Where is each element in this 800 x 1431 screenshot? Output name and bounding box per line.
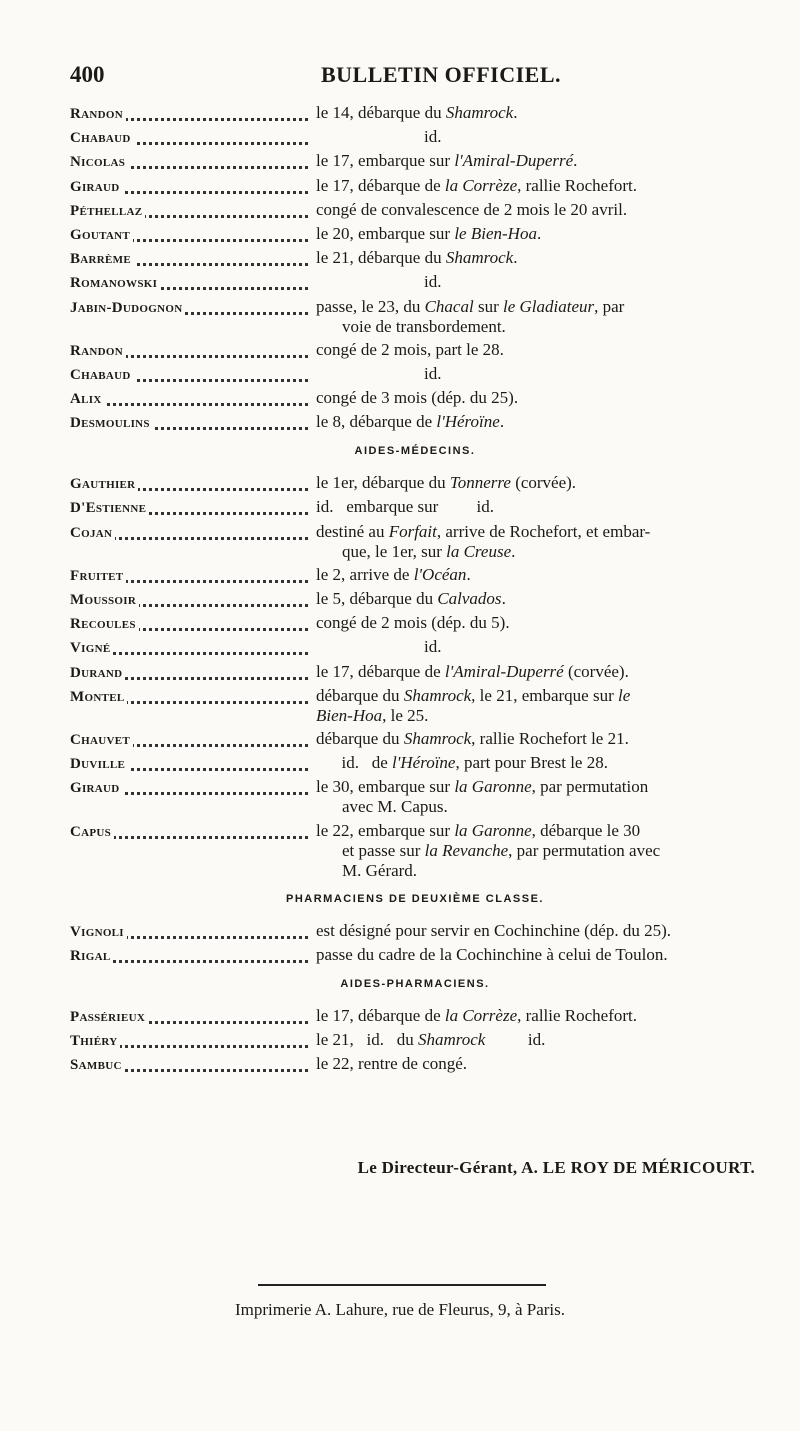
list-item (70, 613, 760, 634)
person-name: Romanowski (70, 272, 312, 293)
list-item (70, 821, 760, 881)
list-item (70, 662, 760, 683)
list-item (70, 777, 760, 817)
entry-text: le 17, débarque de la Corrèze, rallie Rochefort. (316, 1005, 638, 1025)
list-item (70, 565, 760, 586)
continuation-line: et passe sur la Revanche, par permutation avec (342, 840, 661, 860)
list-item (70, 297, 760, 337)
list-item (70, 1030, 760, 1051)
personnel-listing (70, 103, 760, 1078)
entry-text: le 17, embarque sur l'Amiral-Duperré. (316, 151, 578, 171)
page-header (70, 62, 752, 92)
section-title: PHARMACIENS DE DEUXIÈME CLASSE. (286, 892, 544, 905)
section-title: AIDES-PHARMACIENS. (340, 977, 490, 990)
person-name: Gauthier (70, 473, 312, 494)
list-item (70, 103, 760, 124)
entry-text: congé de 2 mois, part le 28. (316, 339, 504, 359)
person-name: Giraud (70, 777, 312, 798)
list-item (70, 1006, 760, 1027)
entry-text: le 22, rentre de congé. (316, 1054, 468, 1074)
entry-text: le 21, id. du Shamrock id. (316, 1029, 546, 1049)
entry-text: id. (424, 637, 442, 657)
entry-text: congé de 3 mois (dép. du 25). (316, 388, 519, 408)
section (70, 103, 760, 433)
list-item (70, 1054, 760, 1075)
person-name: Péthellaz (70, 200, 312, 221)
person-name: Montel (70, 686, 312, 707)
person-name: Moussoir (70, 589, 312, 610)
list-item (70, 753, 760, 774)
person-name: Fruitet (70, 565, 312, 586)
entry-text: passe du cadre de la Cochinchine à celui de Toulon. (316, 944, 668, 964)
list-item (70, 637, 760, 658)
list-item (70, 589, 760, 610)
list-item (70, 522, 760, 562)
person-name: Chabaud (70, 364, 312, 385)
person-name: Goutant (70, 224, 312, 245)
list-item (70, 412, 760, 433)
person-name: Rigal (70, 945, 312, 966)
person-name: Recoules (70, 613, 312, 634)
entry-text: est désigné pour servir en Cochinchine (dép. du 25). (316, 920, 672, 940)
person-name: Chabaud (70, 127, 312, 148)
divider-rule (258, 1284, 546, 1286)
entry-text: le 22, embarque sur la Garonne, débarque le 30 et passe sur la Revanche, par permutation avec M. Gérard. (312, 821, 760, 881)
entry-text: débarque du Shamrock, rallie Rochefort le 21. (316, 728, 629, 748)
person-name: Capus (70, 821, 312, 842)
continuation-line: voie de transbordement. (342, 316, 506, 336)
section-title: AIDES-MÉDECINS. (354, 445, 476, 458)
list-item (70, 224, 760, 245)
list-item (70, 921, 760, 942)
list-item (70, 340, 760, 361)
list-item (70, 388, 760, 409)
person-name: Nicolas (70, 151, 312, 172)
signature-line: Le Directeur-Gérant, A. LE ROY DE MÉRICOURT. (357, 1158, 755, 1177)
person-name: Randon (70, 340, 312, 361)
person-name: Durand (70, 662, 312, 683)
entry-text: le 17, débarque de l'Amiral-Duperré (corvée). (316, 661, 629, 681)
list-item (70, 248, 760, 269)
entry-text: le 5, débarque du Calvados. (316, 589, 506, 608)
section (70, 893, 760, 966)
entry-text: le 1er, débarque du Tonnerre (corvée). (316, 473, 577, 493)
list-item (70, 729, 760, 750)
continuation-line: avec M. Capus. (342, 797, 448, 817)
person-name: Desmoulins (70, 412, 312, 433)
section (70, 445, 760, 880)
person-name: Chauvet (70, 729, 312, 750)
entry-text: le 30, embarque sur la Garonne, par permutation avec M. Capus. (312, 777, 760, 817)
entry-text: id. de l'Héroïne, part pour Brest le 28. (316, 753, 608, 773)
list-item (70, 945, 760, 966)
entry-text: débarque du Shamrock, le 21, embarque sur le Bien-Hoa, le 25. (312, 686, 760, 726)
entry-text: congé de convalescence de 2 mois le 20 avril. (316, 199, 628, 219)
person-name: D'Estienne (70, 497, 312, 518)
person-name: Jabin-Dudognon (70, 297, 312, 318)
person-name: Passérieux (70, 1006, 312, 1027)
entry-text: id. (424, 127, 442, 147)
section (70, 978, 760, 1075)
person-name: Alix (70, 388, 312, 409)
list-item (70, 497, 760, 518)
person-name: Cojan (70, 522, 312, 543)
entry-text: id. (424, 272, 442, 292)
continuation-line: Bien-Hoa, le 25. (316, 705, 429, 725)
entry-text: destiné au Forfait, arrive de Rochefort, et embar- que, le 1er, sur la Creuse. (312, 522, 760, 562)
person-name: Barrème (70, 248, 312, 269)
entry-text: passe, le 23, du Chacal sur le Gladiateur, par voie de transbordement. (312, 297, 760, 337)
entry-text: id. (424, 363, 442, 383)
person-name: Vignoli (70, 921, 312, 942)
person-name: Vigné (70, 637, 312, 658)
entry-text: congé de 2 mois (dép. du 5). (316, 613, 510, 633)
page-title: BULLETIN OFFICIEL. (320, 62, 562, 87)
list-item (70, 364, 760, 385)
entry-text: le 8, débarque de l'Héroïne. (316, 412, 505, 432)
page-number: 400 (70, 62, 105, 87)
list-item (70, 127, 760, 148)
imprint-line: Imprimerie A. Lahure, rue de Fleurus, 9, à Paris. (235, 1300, 565, 1319)
list-item (70, 473, 760, 494)
entry-text: id. embarque sur id. (316, 497, 494, 517)
person-name: Randon (70, 103, 312, 124)
entry-text: le 2, arrive de l'Océan. (316, 564, 471, 584)
leader-dots (70, 403, 308, 406)
person-name: Sambuc (70, 1054, 312, 1075)
entry-text: le 17, débarque de la Corrèze, rallie Rochefort. (316, 175, 638, 195)
list-item (70, 151, 760, 172)
person-name: Thiéry (70, 1030, 312, 1051)
list-item (70, 176, 760, 197)
entry-text: le 20, embarque sur le Bien-Hoa. (316, 223, 542, 243)
person-name: Giraud (70, 176, 312, 197)
continuation-line: que, le 1er, sur la Creuse. (342, 541, 516, 561)
list-item (70, 272, 760, 293)
entry-text: le 14, débarque du Shamrock. (316, 103, 518, 122)
entry-text: le 21, débarque du Shamrock. (316, 248, 518, 268)
person-name: Duville (70, 753, 312, 774)
list-item (70, 200, 760, 221)
list-item (70, 686, 760, 726)
continuation-line: M. Gérard. (342, 860, 418, 880)
